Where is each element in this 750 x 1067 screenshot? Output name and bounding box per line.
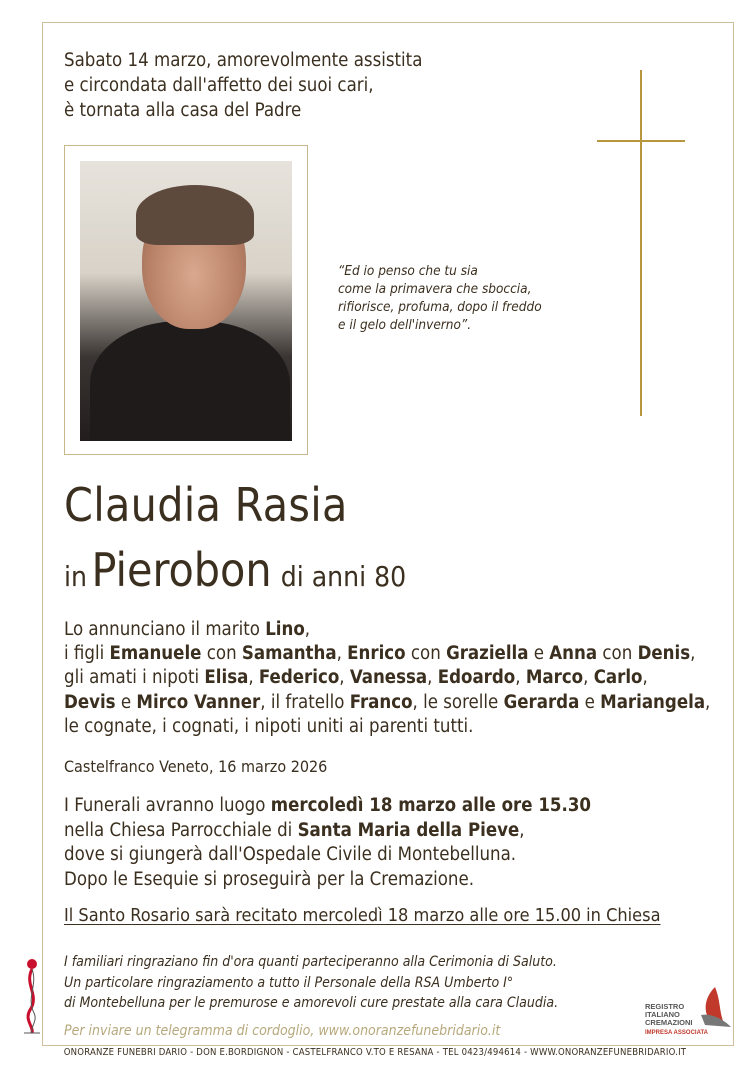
cremation-registry-logo — [645, 985, 735, 1040]
intro-text — [64, 48, 422, 123]
quote-line: e il gelo dell'inverno”. — [338, 317, 472, 333]
person-name: Enrico — [347, 643, 406, 665]
text-segment: i figli — [64, 643, 110, 665]
cross-icon — [640, 70, 642, 416]
text-segment: , — [304, 619, 311, 640]
intro-line: è tornata alla casa del Padre — [64, 100, 302, 121]
person-name: Anna — [549, 643, 598, 665]
person-name: Devis — [64, 691, 116, 713]
funeral-line — [64, 843, 591, 868]
text-segment: , il fratello — [260, 691, 350, 713]
text-segment: , — [642, 667, 648, 689]
text-segment: , — [339, 667, 350, 689]
quote-line: “Ed io penso che tu sia — [338, 263, 478, 279]
age: di anni 80 — [280, 560, 407, 593]
portrait-photo — [80, 161, 292, 441]
text-segment: , — [248, 667, 259, 689]
person-name: Santa Maria della Pieve — [297, 819, 520, 841]
bird-icon — [695, 985, 733, 1030]
person-name: Emanuele — [109, 643, 202, 665]
family-announcement — [64, 618, 710, 739]
family-line — [64, 618, 710, 642]
family-line — [64, 715, 710, 739]
in-label: in — [64, 560, 87, 593]
place-date: Castelfranco Veneto, 16 marzo 2026 — [64, 757, 328, 776]
family-line — [64, 691, 710, 715]
person-name: Gerarda — [503, 691, 580, 713]
person-name: Graziella — [446, 643, 529, 665]
person-name: Lino — [265, 619, 305, 640]
married-surname: Pierobon — [91, 543, 272, 597]
portrait-frame — [64, 145, 308, 455]
logo-line: ITALIANO — [645, 1010, 680, 1019]
logo-subtitle: IMPRESA ASSOCIATA — [645, 1030, 709, 1036]
footer-text: ONORANZE FUNEBRI DARIO - DON E.BORDIGNON - CASTELFRANCO V.TO E RESANA - TEL 0423/494614 - WWW.ONORANZEFUNEBRIDARIO.IT — [63, 1047, 687, 1058]
thanks-text — [64, 952, 558, 1014]
person-name: Vanessa — [349, 667, 428, 689]
text-segment: , — [705, 691, 711, 713]
intro-line: Sabato 14 marzo, amorevolmente assistita — [64, 50, 423, 71]
married-name — [64, 543, 406, 597]
person-name: Franco — [349, 691, 413, 713]
text-segment: , — [336, 643, 348, 665]
text-segment: Lo annunciano il marito — [64, 619, 266, 640]
text-segment: , — [583, 667, 594, 689]
text-segment: e — [579, 691, 601, 713]
quote-line: rifiorisce, profuma, dopo il freddo — [338, 299, 542, 315]
quote — [338, 262, 542, 334]
funeral-line — [64, 819, 591, 844]
person-name: mercoledì 18 marzo alle ore 15.30 — [270, 795, 591, 816]
text-segment: e — [115, 691, 137, 713]
text-segment: e — [528, 643, 550, 665]
cross-icon-bar — [597, 140, 685, 142]
text-segment: nella Chiesa Parrocchiale di — [64, 819, 298, 841]
funeral-line — [64, 868, 591, 893]
funeral-line — [64, 794, 591, 819]
text-segment: Dopo le Esequie si proseguirà per la Cremazione. — [64, 868, 475, 890]
logo-line: CREMAZIONI — [645, 1018, 693, 1027]
text-segment: , — [690, 643, 696, 665]
thanks-line: I familiari ringraziano fin d'ora quanti parteciperanno alla Cerimonia di Saluto. — [64, 954, 557, 970]
thanks-line: Un particolare ringraziamento a tutto il Personale della RSA Umberto I° — [64, 974, 514, 991]
deceased-name: Claudia Rasia — [64, 478, 348, 532]
person-name: Edoardo — [437, 667, 516, 689]
text-segment: le cognate, i cognati, i nipoti uniti ai parenti tutti. — [64, 715, 474, 737]
text-segment: dove si giungerà dall'Ospedale Civile di Montebelluna. — [64, 844, 517, 866]
text-segment: con — [597, 643, 638, 665]
text-segment: gli amati i nipoti — [64, 667, 205, 689]
quote-line: come la primavera che sboccia, — [338, 281, 532, 297]
text-segment: , le sorelle — [412, 691, 504, 713]
logo-line: REGISTRO — [645, 1002, 685, 1011]
text-segment: , — [515, 667, 526, 689]
text-segment: , — [427, 667, 438, 689]
person-name: Samantha — [241, 643, 337, 665]
telegram-link[interactable]: Per inviare un telegramma di cordoglio, www.onoranzefunebridario.it — [64, 1023, 501, 1039]
family-line — [64, 642, 710, 666]
text-segment: con — [405, 643, 447, 665]
person-name: Elisa — [204, 667, 249, 689]
flower-icon — [20, 955, 44, 1035]
person-name: Denis — [637, 643, 691, 665]
family-line — [64, 666, 710, 690]
person-name: Mariangela — [600, 691, 706, 713]
person-name: Carlo — [593, 667, 643, 689]
thanks-line: di Montebelluna per le premurose e amorevoli cure prestate alla cara Claudia. — [64, 995, 559, 1011]
funeral-details — [64, 794, 591, 892]
person-name: Federico — [258, 667, 340, 689]
person-name: Marco — [525, 667, 584, 689]
text-segment: , — [519, 819, 525, 841]
person-name: Mirco Vanner — [136, 691, 261, 713]
intro-line: e circondata dall'affetto dei suoi cari, — [64, 75, 374, 96]
text-segment: I Funerali avranno luogo — [64, 795, 271, 816]
text-segment: con — [201, 643, 242, 665]
rosary-notice: Il Santo Rosario sarà recitato mercoledì 18 marzo alle ore 15.00 in Chiesa — [64, 905, 661, 926]
